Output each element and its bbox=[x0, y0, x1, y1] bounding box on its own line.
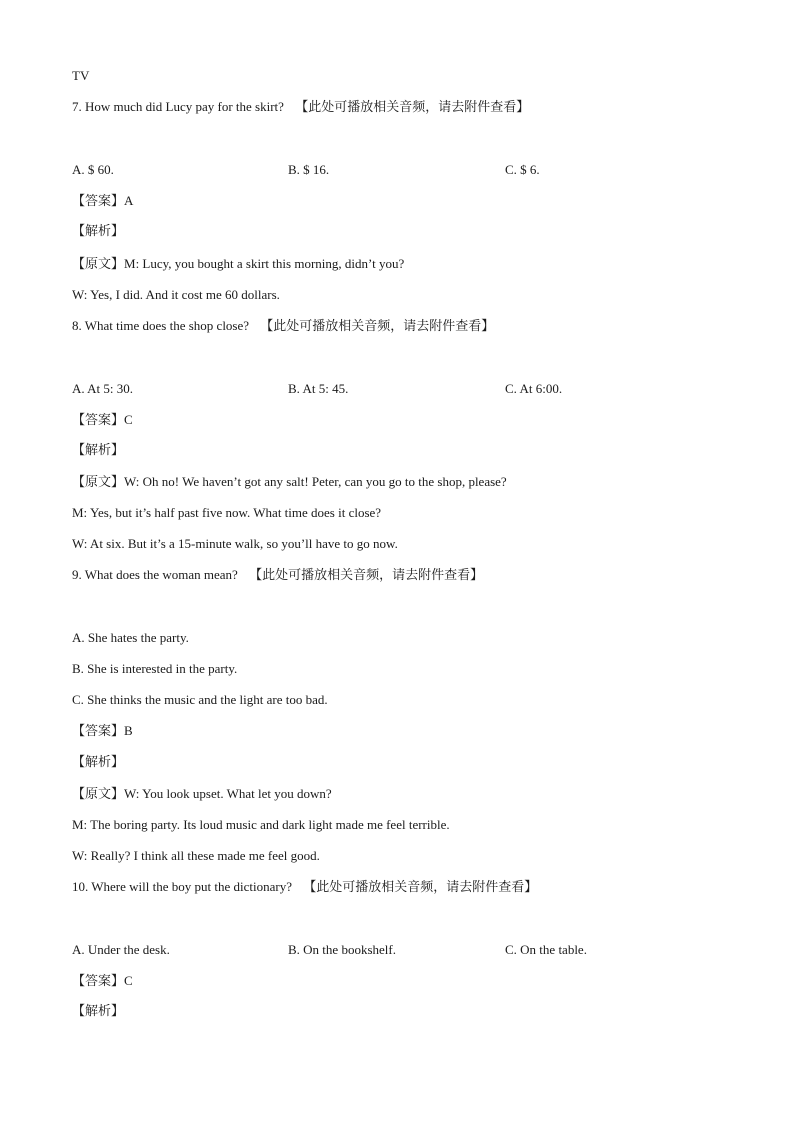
answer-label: 【答案】 bbox=[72, 413, 125, 428]
q10-option-a: A. Under the desk. bbox=[72, 942, 170, 957]
transcript-text: W: You look upset. What let you down? bbox=[124, 786, 332, 801]
q8-analysis-label: 【解析】 bbox=[72, 443, 125, 458]
q9-option-a: A. She hates the party. bbox=[72, 630, 189, 645]
q9-transcript-line-2: M: The boring party. Its loud music and dark light made me feel terrible. bbox=[72, 817, 450, 832]
answer-value: C bbox=[124, 412, 133, 427]
q8-option-a: A. At 5: 30. bbox=[72, 381, 134, 396]
q8-transcript-line-3: W: At six. But it’s a 15-minute walk, so you’ll have to go now. bbox=[72, 536, 398, 551]
question-9 bbox=[72, 567, 483, 584]
question-7 bbox=[72, 99, 529, 116]
audio-note-link[interactable]: 【此处可播放相关音频，请去附件查看】 bbox=[295, 100, 530, 115]
q7-analysis-label: 【解析】 bbox=[72, 224, 125, 239]
question-8-text: 8. What time does the shop close? bbox=[72, 318, 250, 333]
original-label: 【原文】 bbox=[72, 257, 125, 272]
previous-fragment-text: TV bbox=[72, 68, 90, 83]
original-label: 【原文】 bbox=[72, 475, 125, 490]
question-9-text: 9. What does the woman mean? bbox=[72, 567, 238, 582]
answer-value: A bbox=[124, 193, 134, 208]
q10-answer bbox=[72, 973, 133, 990]
q9-answer bbox=[72, 723, 133, 740]
answer-label: 【答案】 bbox=[72, 974, 125, 989]
question-10-text: 10. Where will the boy put the dictionary? bbox=[72, 879, 292, 894]
question-8 bbox=[72, 318, 494, 335]
audio-note-link[interactable]: 【此处可播放相关音频，请去附件查看】 bbox=[260, 319, 495, 334]
q7-option-a: A. $ 60. bbox=[72, 162, 114, 177]
original-label: 【原文】 bbox=[72, 787, 125, 802]
transcript-text: W: Oh no! We haven’t got any salt! Peter, can you go to the shop, please? bbox=[124, 474, 507, 489]
q9-analysis-label: 【解析】 bbox=[72, 755, 125, 770]
audio-note-link[interactable]: 【此处可播放相关音频，请去附件查看】 bbox=[249, 568, 484, 583]
q9-option-c: C. She thinks the music and the light are too bad. bbox=[72, 692, 328, 707]
answer-label: 【答案】 bbox=[72, 194, 125, 209]
q7-transcript-line-2: W: Yes, I did. And it cost me 60 dollars. bbox=[72, 287, 280, 302]
q8-transcript-line-2: M: Yes, but it’s half past five now. What time does it close? bbox=[72, 505, 382, 520]
answer-value: C bbox=[124, 973, 133, 988]
q7-option-c: C. $ 6. bbox=[505, 162, 540, 177]
q9-transcript-line-3: W: Really? I think all these made me feel good. bbox=[72, 848, 320, 863]
q10-option-c: C. On the table. bbox=[505, 942, 587, 957]
q7-transcript-line-1 bbox=[72, 256, 404, 273]
answer-value: B bbox=[124, 723, 133, 738]
q8-answer bbox=[72, 412, 133, 429]
answer-label: 【答案】 bbox=[72, 724, 125, 739]
q8-transcript-line-1 bbox=[72, 474, 507, 491]
q9-transcript-line-1 bbox=[72, 786, 332, 803]
q10-option-b: B. On the bookshelf. bbox=[288, 942, 396, 957]
q9-option-b: B. She is interested in the party. bbox=[72, 661, 238, 676]
q8-option-b: B. At 5: 45. bbox=[288, 381, 349, 396]
audio-note-link[interactable]: 【此处可播放相关音频，请去附件查看】 bbox=[303, 880, 538, 895]
question-7-text: 7. How much did Lucy pay for the skirt? bbox=[72, 99, 284, 114]
q7-answer bbox=[72, 193, 133, 210]
q7-option-b: B. $ 16. bbox=[288, 162, 330, 177]
question-10 bbox=[72, 879, 537, 896]
transcript-text: M: Lucy, you bought a skirt this morning, didn’t you? bbox=[124, 256, 405, 271]
q10-analysis-label: 【解析】 bbox=[72, 1004, 125, 1019]
q8-option-c: C. At 6:00. bbox=[505, 381, 563, 396]
